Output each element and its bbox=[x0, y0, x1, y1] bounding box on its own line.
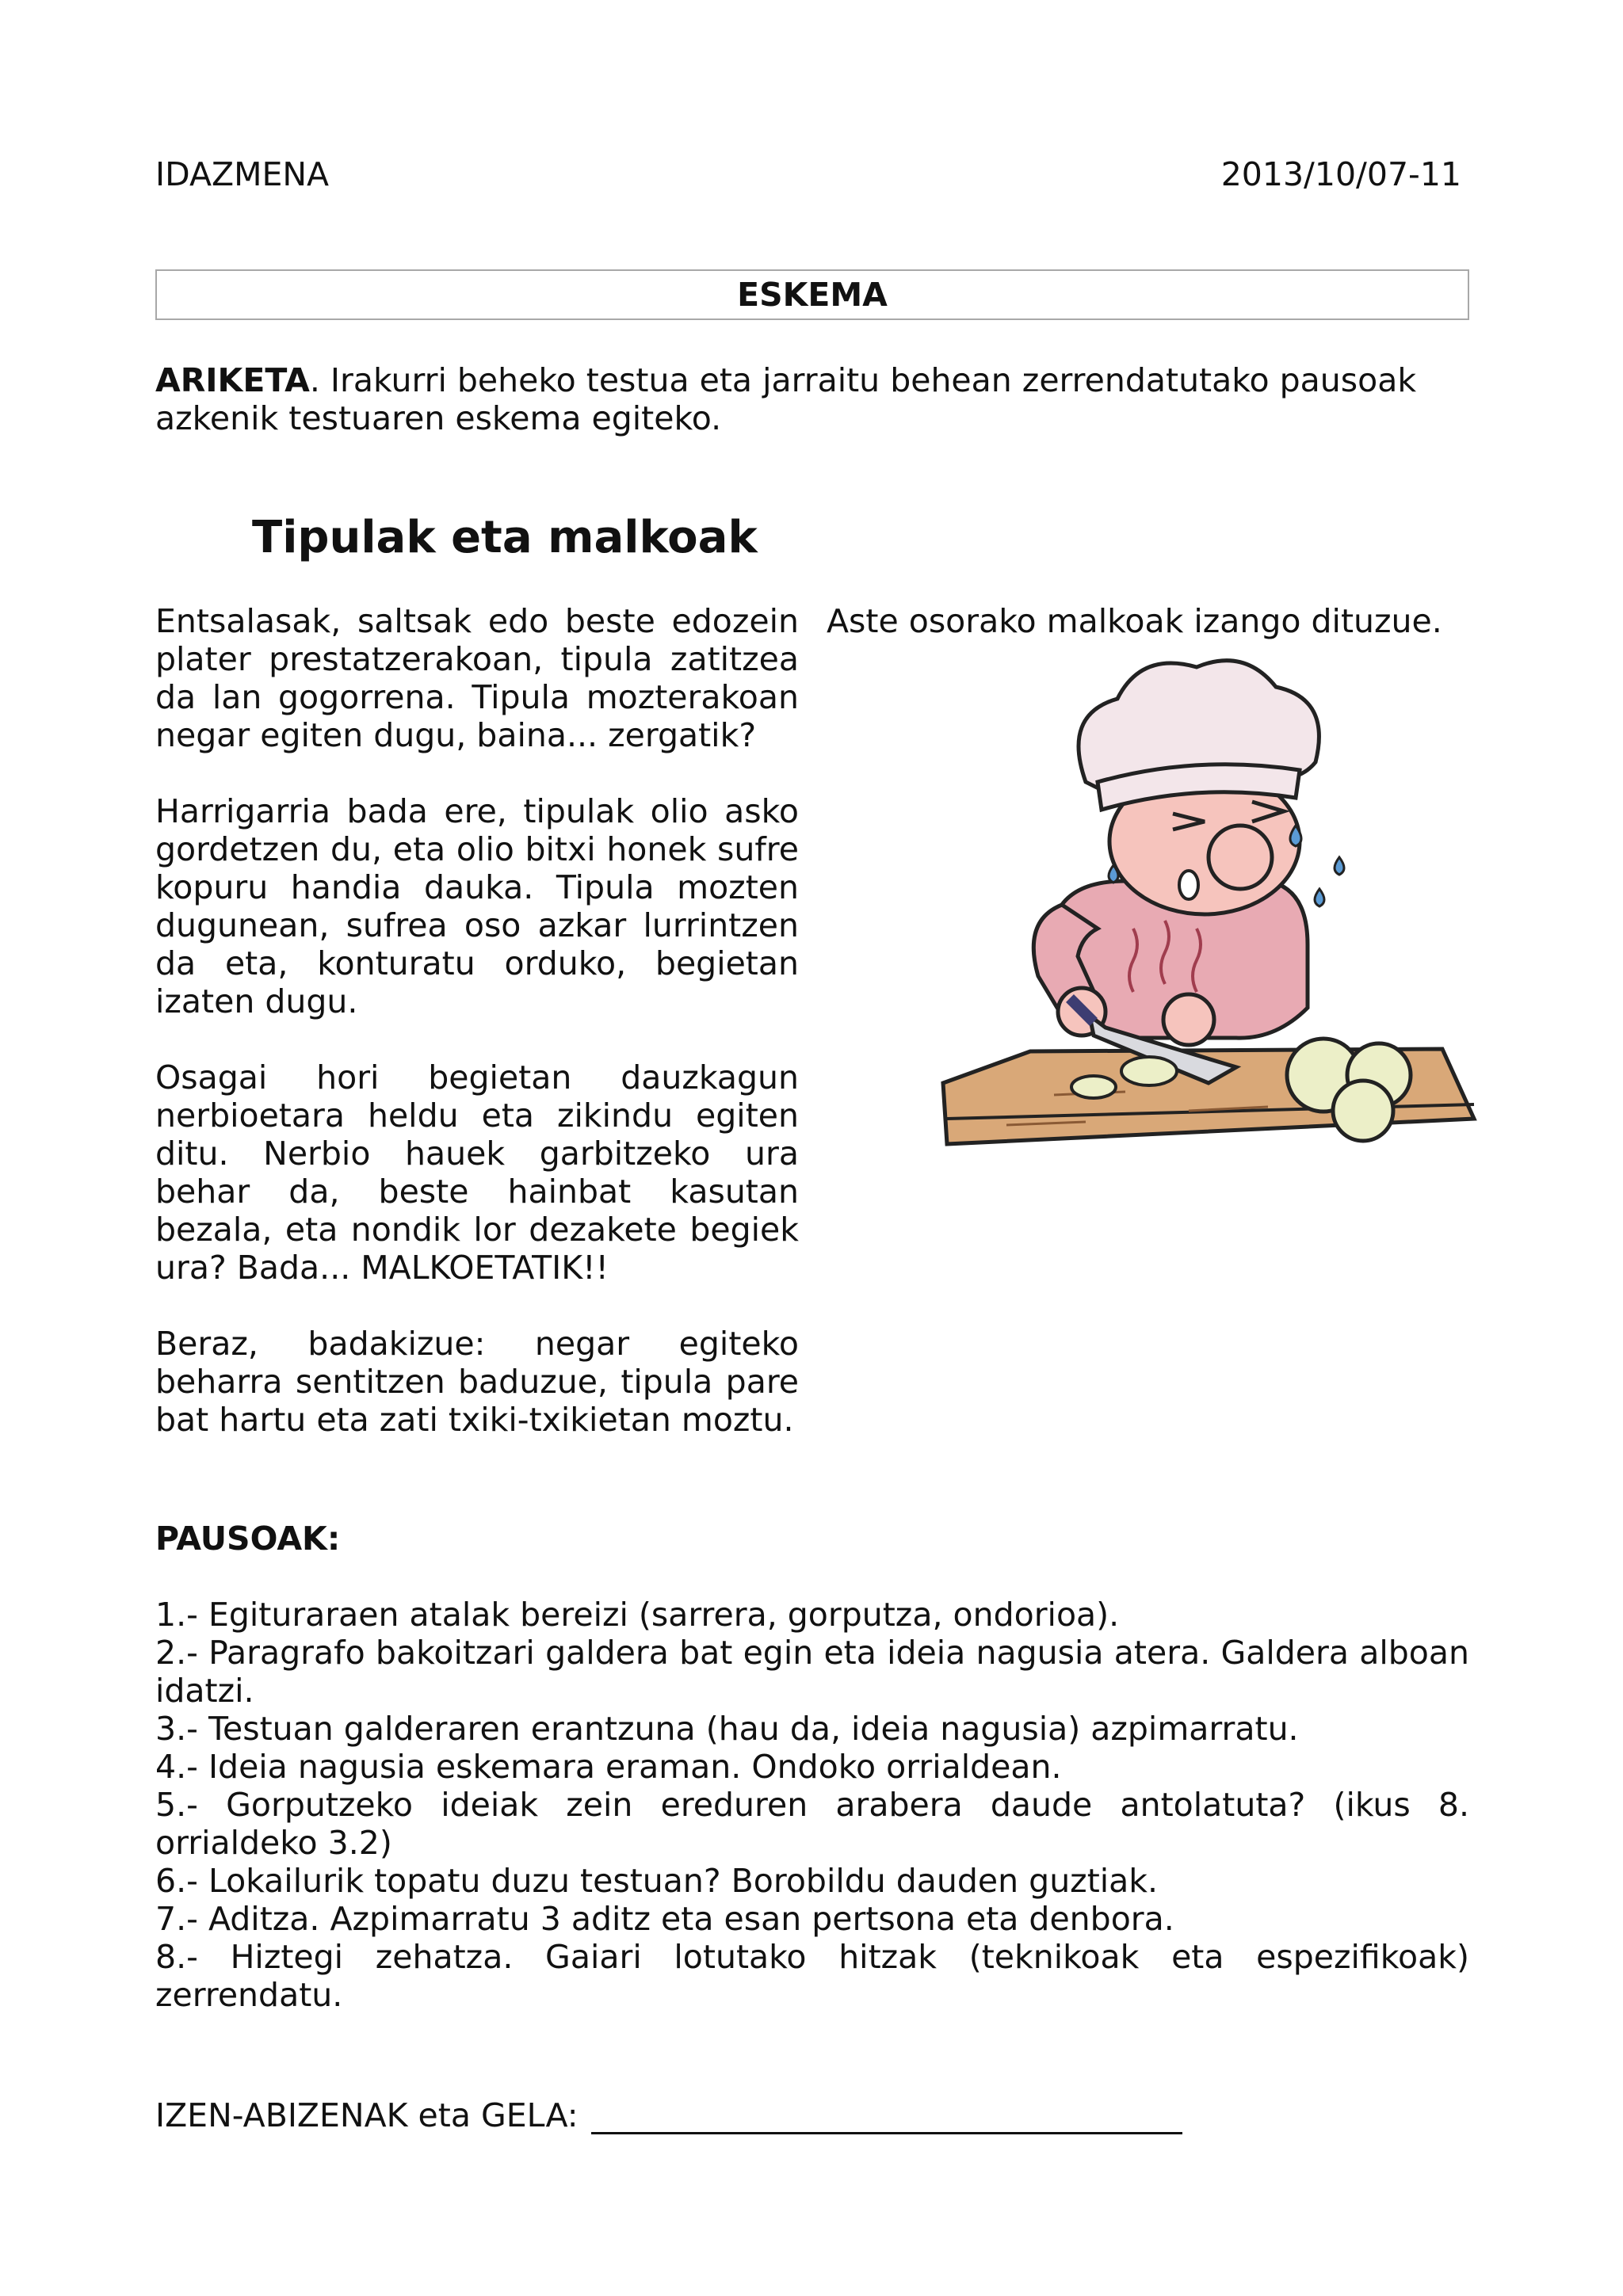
steps-title: PAUSOAK: bbox=[155, 1520, 341, 1558]
exercise-label: ARIKETA bbox=[155, 361, 310, 399]
eskema-title-box bbox=[155, 269, 1469, 320]
header-date: 2013/10/07-11 bbox=[1220, 155, 1461, 193]
step-item: 8.- Hiztegi zehatza. Gaiari lotutako hitzak (teknikoak eta espezifikoak) zerrendatu. bbox=[155, 1938, 1469, 2014]
story-continuation: Aste osorako malkoak izango dituzue. bbox=[827, 602, 1442, 640]
story-paragraph: Harrigarria bada ere, tipulak olio asko gordetzen du, eta olio bitxi honek sufre kopuru handia dauka. Tipula mozten dugunean, sufrea oso azkar lurrintzen da eta, konturatu orduko, begietan izaten dugu. bbox=[155, 792, 799, 1020]
step-item: 5.- Gorputzeko ideiak zein ereduren arabera daude antolatuta? (ikus 8. orrialdeko 3.2) bbox=[155, 1786, 1469, 1862]
crying-chef-cutting-onions-icon bbox=[935, 643, 1482, 1182]
signature-area bbox=[155, 2096, 1182, 2134]
story-paragraph: Beraz, badakizue: negar egiteko beharra sentitzen baduzue, tipula pare bat hartu eta zati txiki-txikietan moztu. bbox=[155, 1325, 799, 1439]
header-label: IDAZMENA bbox=[155, 155, 330, 193]
exercise-text: . Irakurri beheko testua eta jarraitu behean zerrendatutako pausoak azkenik testuaren eskema egiteko. bbox=[155, 361, 1417, 437]
step-item: 6.- Lokailurik topatu duzu testuan? Borobildu dauden guztiak. bbox=[155, 1862, 1159, 1900]
step-item: 7.- Aditza. Azpimarratu 3 aditz eta esan pertsona eta denbora. bbox=[155, 1900, 1174, 1938]
step-item: 4.- Ideia nagusia eskemara eraman. Ondoko orrialdean. bbox=[155, 1748, 1062, 1786]
signature-label: IZEN-ABIZENAK eta GELA: bbox=[155, 2096, 579, 2134]
step-item: 2.- Paragrafo bakoitzari galdera bat egin eta ideia nagusia atera. Galdera alboan idatzi. bbox=[155, 1634, 1469, 1710]
signature-line[interactable] bbox=[591, 2102, 1182, 2134]
story-body bbox=[155, 602, 799, 1477]
step-item: 1.- Egituraraen atalak bereizi (sarrera, gorputza, ondorioa). bbox=[155, 1596, 1120, 1634]
step-item: 3.- Testuan galderaren erantzuna (hau da, ideia nagusia) azpimarratu. bbox=[155, 1710, 1299, 1748]
onion-slice-icon bbox=[1121, 1057, 1177, 1085]
story-paragraph: Osagai hori begietan dauzkagun nerbioetara heldu eta zikindu egiten ditu. Nerbio hauek garbitzeko ura behar da, beste hainbat kasutan bezala, eta nondik lor dezakete begiek ura? Bada... MALKOETATIK!! bbox=[155, 1058, 799, 1287]
steps-list bbox=[155, 1596, 1469, 2014]
exercise-instructions bbox=[155, 361, 1471, 437]
story-title: Tipulak eta malkoak bbox=[252, 512, 758, 563]
story-paragraph: Entsalasak, saltsak edo beste edozein plater prestatzerakoan, tipula zatitzea da lan gogorrena. Tipula mozterakoan negar egiten dugu, baina... zergatik? bbox=[155, 602, 799, 754]
eskema-title: ESKEMA bbox=[737, 276, 888, 314]
